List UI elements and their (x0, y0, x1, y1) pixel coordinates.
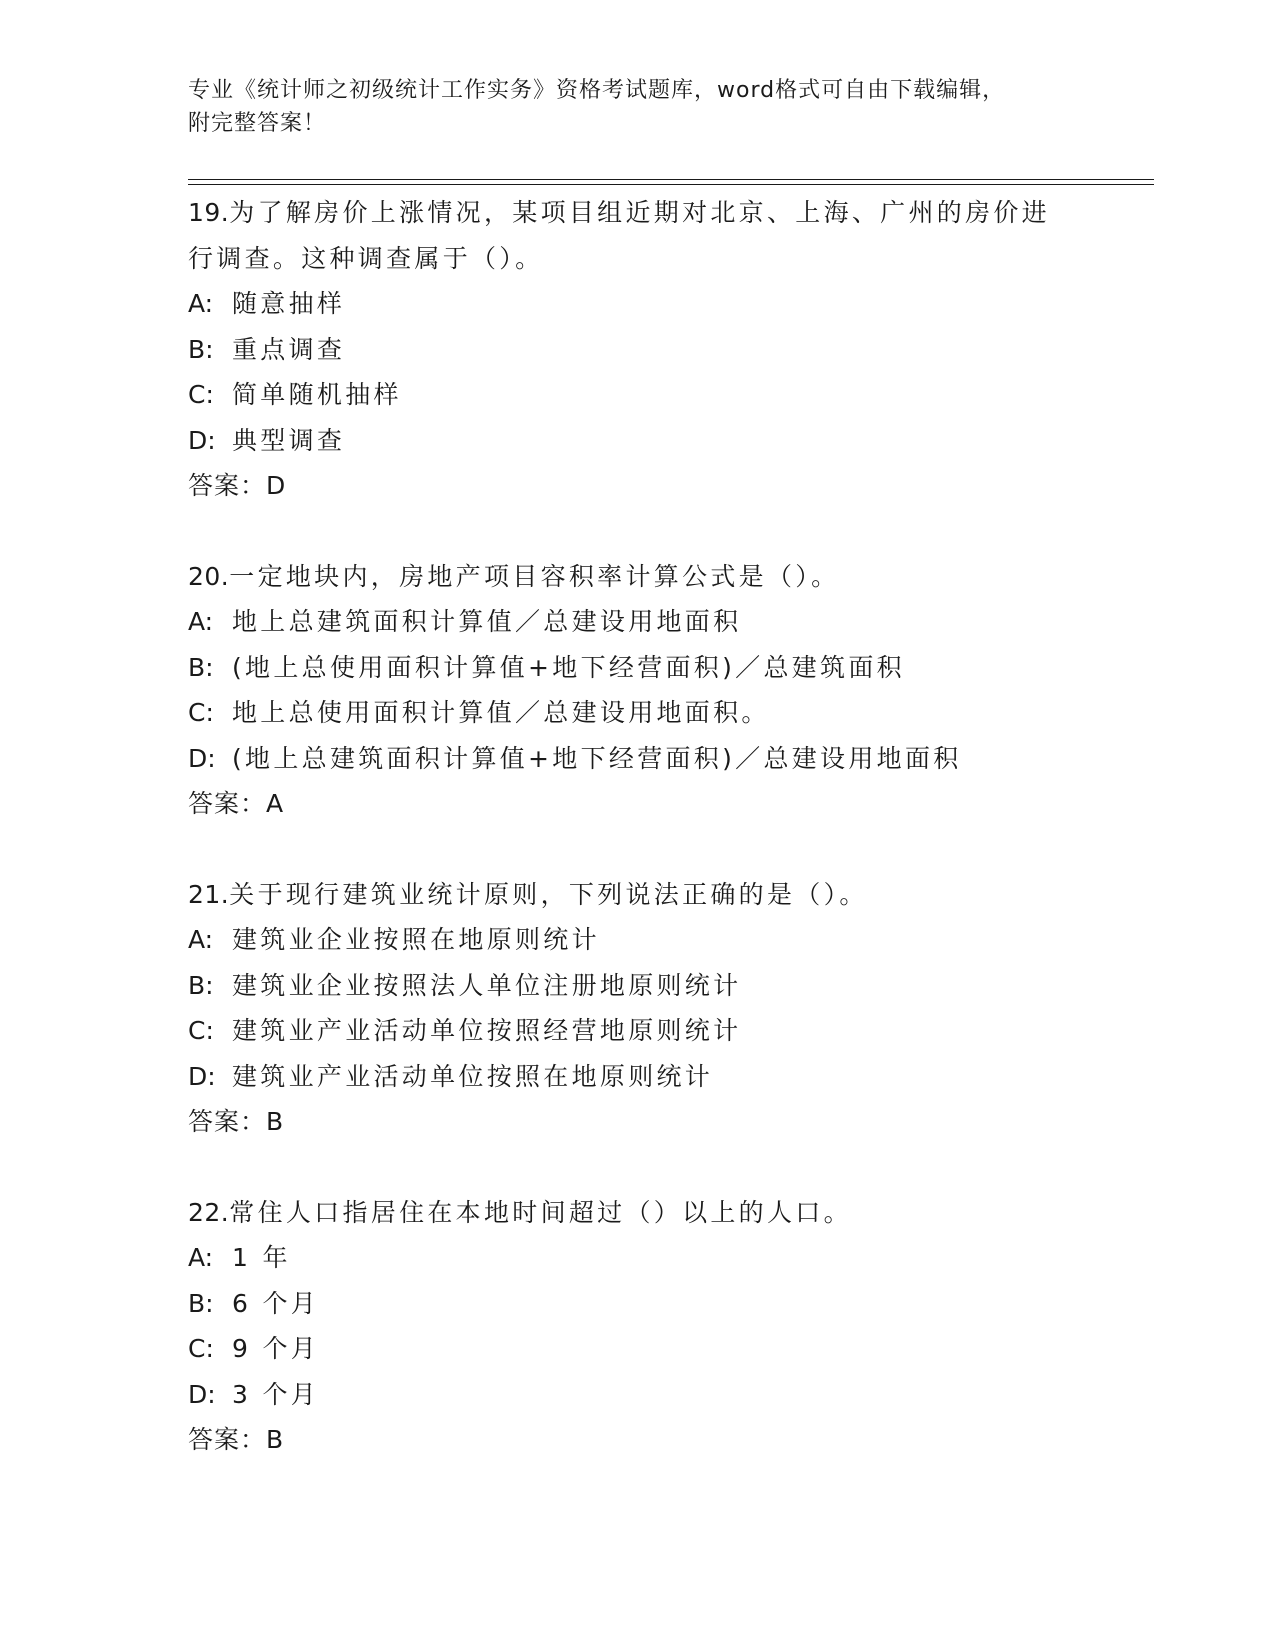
header-divider-top (188, 179, 1154, 180)
option-d (188, 1054, 1154, 1100)
option-text: 建筑业产业活动单位按照在地原则统计 (232, 1061, 714, 1091)
option-text: 3 个月 (232, 1379, 320, 1409)
question-stem-line-1: 为了解房价上涨情况，某项目组近期对北京、上海、广州的房价进 (229, 198, 1050, 227)
option-key: C: (188, 698, 214, 727)
question-stem-line-1: 一定地块内，房地产项目容积率计算公式是（）。 (229, 561, 840, 591)
question-list (188, 190, 1154, 1508)
option-b (188, 1281, 1154, 1327)
question-20 (188, 554, 1154, 827)
option-c (188, 1326, 1154, 1372)
option-key: D: (188, 425, 216, 455)
question-stem-line-1: 关于现行建筑业统计原则，下列说法正确的是（）。 (229, 879, 868, 909)
option-c (188, 372, 1154, 418)
option-d (188, 418, 1154, 464)
option-key: A: (188, 925, 214, 954)
header-line-2: 附完整答案！ (188, 111, 327, 136)
question-stem-line-2: 行调查。这种调查属于（）。 (188, 243, 544, 273)
option-key: A: (188, 289, 214, 318)
option-text: 地上总建筑面积计算值／总建设用地面积 (232, 607, 742, 636)
option-key: B: (188, 1288, 214, 1318)
option-b (188, 645, 1154, 691)
question-number: 19. (188, 198, 230, 227)
question-number: 21. (188, 879, 230, 909)
option-a (188, 1235, 1154, 1281)
question-stem-line-1: 常住人口指居住在本地时间超过（）以上的人口。 (229, 1197, 852, 1227)
option-c (188, 690, 1154, 736)
answer-line: 答案：A (188, 789, 285, 818)
option-key: D: (188, 743, 216, 773)
header-line-1: 专业《统计师之初级统计工作实务》资格考试题库，word格式可自由下载编辑， (188, 78, 1006, 103)
option-text: 9 个月 (232, 1334, 320, 1363)
option-key: D: (188, 1061, 216, 1091)
option-text: 典型调查 (232, 425, 346, 455)
option-key: A: (188, 1243, 214, 1272)
option-text: 6 个月 (232, 1288, 320, 1318)
option-a (188, 599, 1154, 645)
option-b (188, 963, 1154, 1009)
question-number: 20. (188, 561, 230, 591)
option-text: 建筑业企业按照在地原则统计 (232, 925, 600, 954)
question-19 (188, 190, 1154, 509)
option-text: (地上总使用面积计算值+地下经营面积)／总建筑面积 (232, 652, 905, 682)
option-a (188, 281, 1154, 327)
option-text: 建筑业产业活动单位按照经营地原则统计 (232, 1016, 742, 1045)
question-stem (188, 1190, 1154, 1236)
option-text: 随意抽样 (232, 289, 346, 318)
answer-line: 答案：D (188, 471, 287, 500)
question-21 (188, 872, 1154, 1145)
option-text: 建筑业企业按照法人单位注册地原则统计 (232, 970, 742, 1000)
option-key: D: (188, 1379, 216, 1409)
option-text: 重点调查 (232, 334, 346, 364)
option-key: A: (188, 607, 214, 636)
option-text: 地上总使用面积计算值／总建设用地面积。 (232, 698, 770, 727)
question-stem (188, 872, 1154, 918)
question-number: 22. (188, 1197, 230, 1227)
header-divider-bottom (188, 184, 1154, 185)
answer-line: 答案：B (188, 1107, 285, 1136)
document-header (188, 74, 1068, 140)
option-text: (地上总建筑面积计算值+地下经营面积)／总建设用地面积 (232, 743, 962, 773)
option-key: C: (188, 380, 214, 409)
option-key: B: (188, 334, 214, 364)
question-22 (188, 1190, 1154, 1463)
option-c (188, 1008, 1154, 1054)
option-text: 简单随机抽样 (232, 380, 402, 409)
option-key: B: (188, 970, 214, 1000)
option-a (188, 917, 1154, 963)
option-key: B: (188, 652, 214, 682)
question-stem (188, 190, 1154, 236)
answer-line: 答案：B (188, 1425, 285, 1454)
option-d (188, 736, 1154, 782)
option-d (188, 1372, 1154, 1418)
option-key: C: (188, 1334, 214, 1363)
option-text: 1 年 (232, 1243, 291, 1272)
option-key: C: (188, 1016, 214, 1045)
question-stem (188, 554, 1154, 600)
option-b (188, 327, 1154, 373)
